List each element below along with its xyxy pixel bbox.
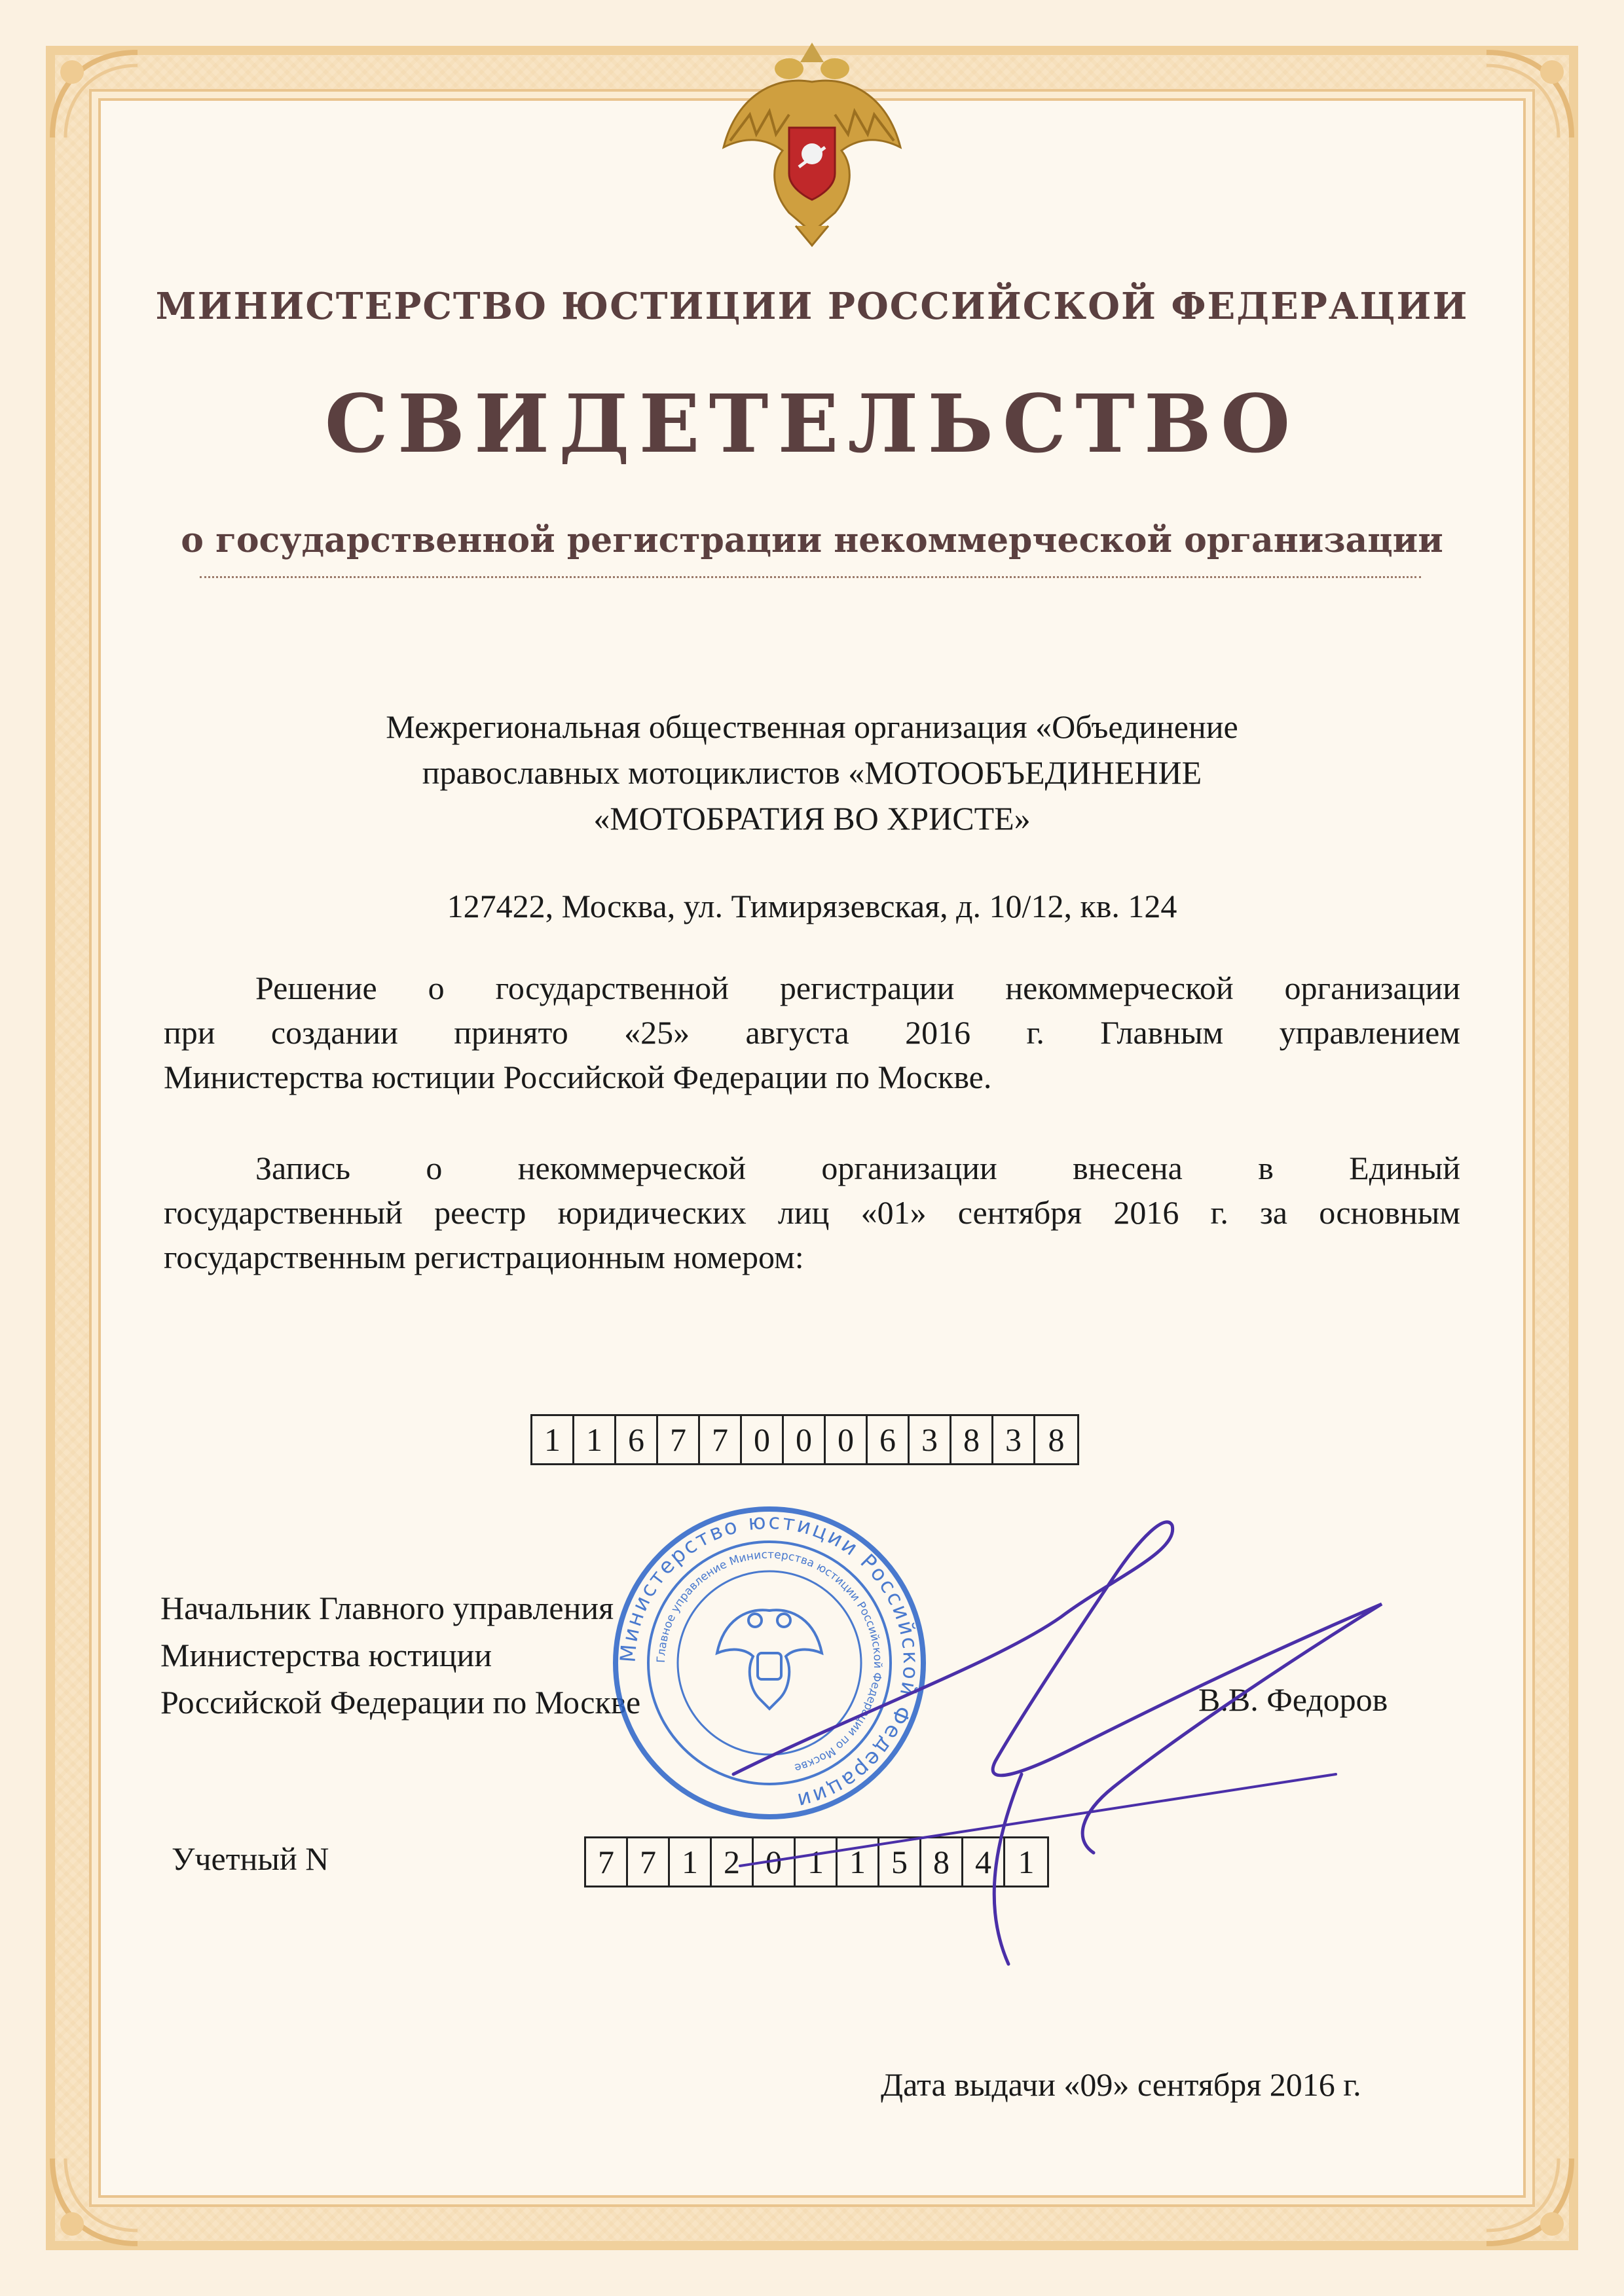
handwritten-signature [655, 1499, 1408, 1971]
corner-ornament [1480, 2152, 1578, 2250]
ogrn-digit: 8 [1048, 1421, 1065, 1458]
ogrn-digit: 6 [868, 1416, 910, 1463]
document-title: СВИДЕТЕЛЬСТВО [324, 376, 1300, 471]
organization-name-line: Межрегиональная общественная организация «Объединение [386, 708, 1238, 745]
ogrn-digit: 0 [784, 1416, 826, 1463]
account-digit: 5 [879, 1838, 921, 1886]
signatory-title-line: Начальник Главного управления [160, 1590, 614, 1626]
ogrn-digit: 8 [951, 1416, 993, 1463]
signatory-title-line: Министерства юстиции [160, 1637, 492, 1673]
ogrn-digit: 3 [910, 1416, 951, 1463]
record-line: государственный реестр юридических лиц «01» сентября 2016 г. за основным [164, 1194, 1460, 1231]
account-digit: 4 [963, 1838, 1005, 1886]
account-digit: 2 [712, 1838, 754, 1886]
ministry-heading: МИНИСТЕРСТВО ЮСТИЦИИ РОССИЙСКОЙ ФЕДЕРАЦИИ [155, 285, 1469, 328]
account-digit: 1 [796, 1838, 838, 1886]
ogrn-digit: 1 [532, 1416, 574, 1463]
subtitle-underline [200, 576, 1421, 578]
ogrn-digit: 3 [993, 1416, 1035, 1463]
organization-name [0, 704, 1624, 841]
ogrn-digit: 7 [700, 1416, 742, 1463]
ogrn-digit: 6 [616, 1416, 658, 1463]
signer-name: В.В. Федоров [1198, 1681, 1388, 1718]
account-digit: 1 [838, 1838, 879, 1886]
record-line: государственным регистрационным номером: [164, 1239, 804, 1275]
signatory-title [160, 1584, 640, 1726]
organization-address: 127422, Москва, ул. Тимирязевская, д. 10/12, кв. 124 [447, 888, 1177, 924]
ogrn-number [530, 1414, 1079, 1465]
corner-ornament [1480, 46, 1578, 144]
decision-line: Решение о государственной регистрации некоммерческой организации [255, 970, 1460, 1006]
account-digit: 0 [754, 1838, 796, 1886]
account-digit: 7 [628, 1838, 670, 1886]
decision-line: при создании принято «25» августа 2016 г. Главным управлением [164, 1014, 1460, 1051]
stamp-outer-text: Министерство юстиции Российской Федерации [615, 1508, 924, 1814]
organization-name-line: «МОТОБРАТИЯ ВО ХРИСТЕ» [593, 800, 1031, 837]
account-digit: 8 [921, 1838, 963, 1886]
ogrn-digit: 7 [658, 1416, 700, 1463]
organization-name-line: православных мотоциклистов «МОТООБЪЕДИНЕНИЕ [422, 754, 1202, 791]
ogrn-digit: 0 [742, 1416, 784, 1463]
decision-line: Министерства юстиции Российской Федерации по Москве. [164, 1059, 992, 1095]
record-line: Запись о некоммерческой организации внесена в Единый [255, 1150, 1460, 1186]
stamp-inner-text: Главное управление Министерства юстиции Российской Федерации по Москве [654, 1548, 885, 1775]
account-digit: 7 [586, 1838, 628, 1886]
record-paragraph [164, 1146, 1460, 1279]
account-digit: 1 [1018, 1844, 1035, 1880]
ogrn-digit: 1 [574, 1416, 616, 1463]
document-subtitle: о государственной регистрации некоммерческой организации [181, 520, 1443, 560]
corner-ornament [46, 2152, 144, 2250]
ogrn-digit: 0 [826, 1416, 868, 1463]
corner-ornament [46, 46, 144, 144]
decision-paragraph [164, 966, 1460, 1099]
signatory-title-line: Российской Федерации по Москве [160, 1684, 641, 1721]
issue-date: Дата выдачи «09» сентября 2016 г. [881, 2066, 1361, 2103]
account-digit: 1 [670, 1838, 712, 1886]
account-number-label: Учетный N [172, 1840, 329, 1877]
coat-of-arms-icon [710, 36, 913, 252]
